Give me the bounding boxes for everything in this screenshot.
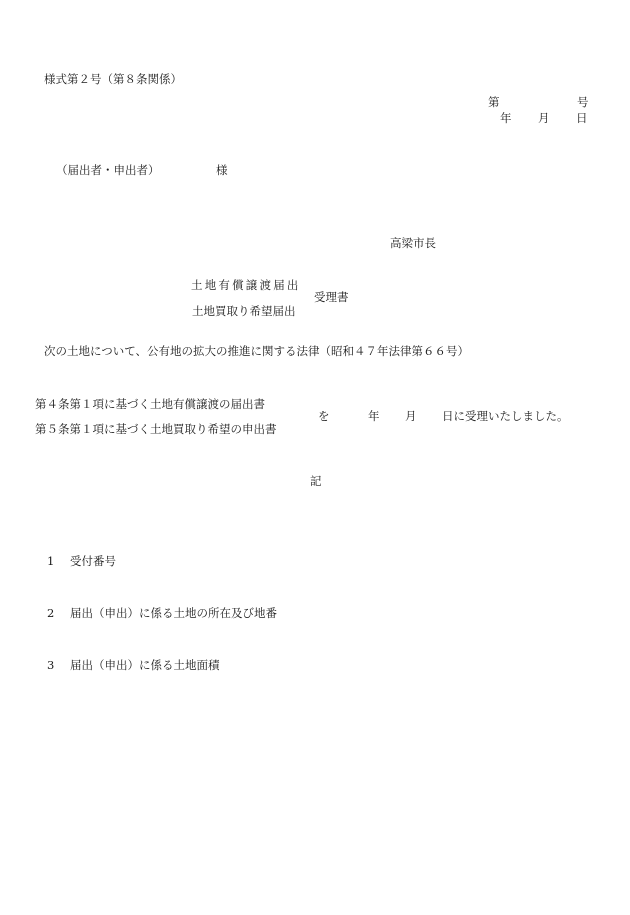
issuer: 高梁市長 [390,236,436,250]
form-number: 様式第２号（第８条関係） [44,72,182,86]
body-month: 月 [405,409,417,423]
body-year: 年 [368,409,380,423]
date-month: 月 [538,111,550,125]
item-label: 届出（申出）に係る土地の所在及び地番 [70,606,277,620]
title-option-1: 土地有償譲渡届出 [191,278,301,292]
addressee-honorific: 様 [216,163,228,177]
number-prefix: 第 [488,95,500,109]
title-option-2: 土地買取り希望届出 [192,304,296,318]
item-number: 2 [47,606,55,620]
body-option-2: 第５条第１項に基づく土地買取り希望の申出書 [35,422,277,436]
body-intro: 次の土地について、公有地の拡大の推進に関する法律（昭和４７年法律第６６号） [44,344,470,358]
date-day: 日 [576,111,588,125]
addressee-label: （届出者・申出者） [56,163,160,177]
date-year: 年 [500,111,512,125]
item-label: 受付番号 [70,554,116,568]
item-label: 届出（申出）に係る土地面積 [70,658,220,672]
body-day-tail: 日に受理いたしました。 [442,409,569,423]
body-option-1: 第４条第１項に基づく土地有償譲渡の届出書 [35,397,265,411]
title-suffix: 受理書 [314,290,349,304]
item-number: 3 [47,658,55,672]
number-suffix: 号 [577,95,589,109]
body-particle: を [318,409,330,423]
ki-heading: 記 [310,474,322,488]
item-number: 1 [47,554,55,568]
